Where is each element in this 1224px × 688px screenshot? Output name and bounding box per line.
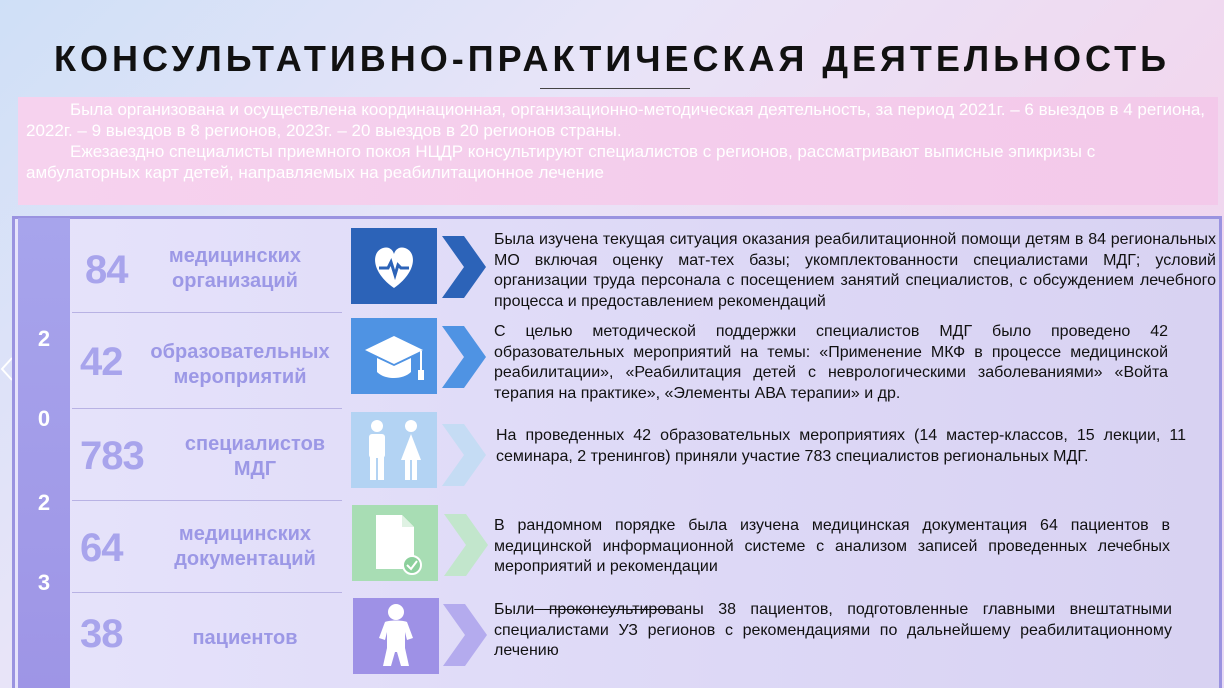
- chevron-right-icon: [442, 424, 486, 486]
- year-digit: 0: [37, 406, 51, 431]
- label-line: МДГ: [233, 458, 277, 480]
- intro-box: [18, 97, 1218, 205]
- label-line: мероприятий: [173, 366, 307, 388]
- stat-label-specialists: [165, 432, 345, 482]
- year-bar: [18, 218, 70, 688]
- intro-paragraph-2: Ежезаездно специалисты приемного покоя НЦДР консультируют специалистов с регионов, рассматривают выписные эпикризы с амбулаторных карт детей, направляемых на реабилитационное лечение: [26, 142, 1096, 182]
- stat-number-documents: 64: [80, 526, 123, 570]
- stat-label-organizations: [150, 244, 320, 294]
- label-line: специалистов: [184, 433, 326, 455]
- label-line: организаций: [172, 270, 298, 292]
- row-description: На проведенных 42 образовательных мероприятиях (14 мастер-классов, 15 лекции, 11 семинара, 2 тренингов) приняли участие 783 специалистов региональных МДГ.: [496, 427, 1186, 465]
- year-digit: 3: [37, 570, 51, 595]
- page-title: КОНСУЛЬТАТИВНО-ПРАКТИЧЕСКАЯ ДЕЯТЕЛЬНОСТЬ: [53, 38, 1171, 79]
- stat-number-specialists: 783: [80, 434, 144, 478]
- stat-label-events: [134, 340, 346, 390]
- document-check-icon: [352, 505, 438, 581]
- label-line: пациентов: [192, 627, 298, 649]
- label-line: медицинских: [178, 523, 312, 545]
- stat-number-events: 42: [80, 340, 123, 384]
- row-description: В рандомном порядке была изучена медицинская документация 64 пациентов в медицинской информационной системе с анализом записей проведенных лечебных мероприятий и рекомендации: [494, 517, 1170, 575]
- row-divider: [72, 312, 342, 313]
- row-divider: [72, 408, 342, 409]
- people-icon: [351, 412, 437, 488]
- row-description: Была изучена текущая ситуация оказания реабилитационной помощи детям в 84 региональных МО включая оценку мат-тех базы; укомплектованности специалистами МДГ; условий организации труда персонала с посещением занятий специалистов, с обсуждением лечебного процесса и предоставлением рекомендаций: [494, 231, 1216, 310]
- stat-number-patients: 38: [80, 612, 123, 656]
- graduation-cap-icon: [351, 318, 437, 394]
- desc-struck-text: проконсультиров: [534, 601, 675, 618]
- child-icon: [353, 598, 439, 674]
- label-line: образовательных: [150, 341, 330, 363]
- row-divider: [72, 592, 342, 593]
- intro-paragraph-1: Была организована и осуществлена координационная, организационно-методическая деятельность, за период 2021г. – 6 выездов в 4 региона, 2022г. – 9 выездов в 8 регионов, 2023г. – 20 выездов в 20 регионов страны.: [26, 100, 1206, 140]
- title-underline: [540, 88, 690, 89]
- chevron-right-icon: [444, 514, 488, 576]
- stat-label-patients: [170, 626, 320, 651]
- chevron-right-icon: [442, 236, 486, 298]
- heart-pulse-icon: [351, 228, 437, 304]
- desc-text: Были: [494, 601, 535, 618]
- chevron-right-icon: [442, 326, 486, 388]
- stat-label-documents: [155, 522, 335, 572]
- stat-number-organizations: 84: [85, 248, 128, 292]
- row-description: С целью методической поддержки специалистов МДГ было проведено 42 образовательных мероприятий на темы: «Применение МКФ в процессе медицинской реабилитации», «Реабилитация детей с неврологическими заболеваниями» «Войта терапия на практике», «Элементы АВА терапии» и др.: [494, 323, 1168, 402]
- chevron-right-icon: [443, 604, 487, 666]
- label-line: медицинских: [168, 245, 302, 267]
- label-line: документаций: [174, 548, 316, 570]
- row-divider: [72, 500, 342, 501]
- row-description: [494, 600, 1172, 662]
- year-digit: 2: [37, 326, 51, 351]
- desc-text: аны 38 пациентов, подготовленные главными внештатными специалистами УЗ регионов с рекомендациями по дальнейшему реабилитационному лечению: [494, 601, 1172, 659]
- year-digit: 2: [37, 490, 51, 515]
